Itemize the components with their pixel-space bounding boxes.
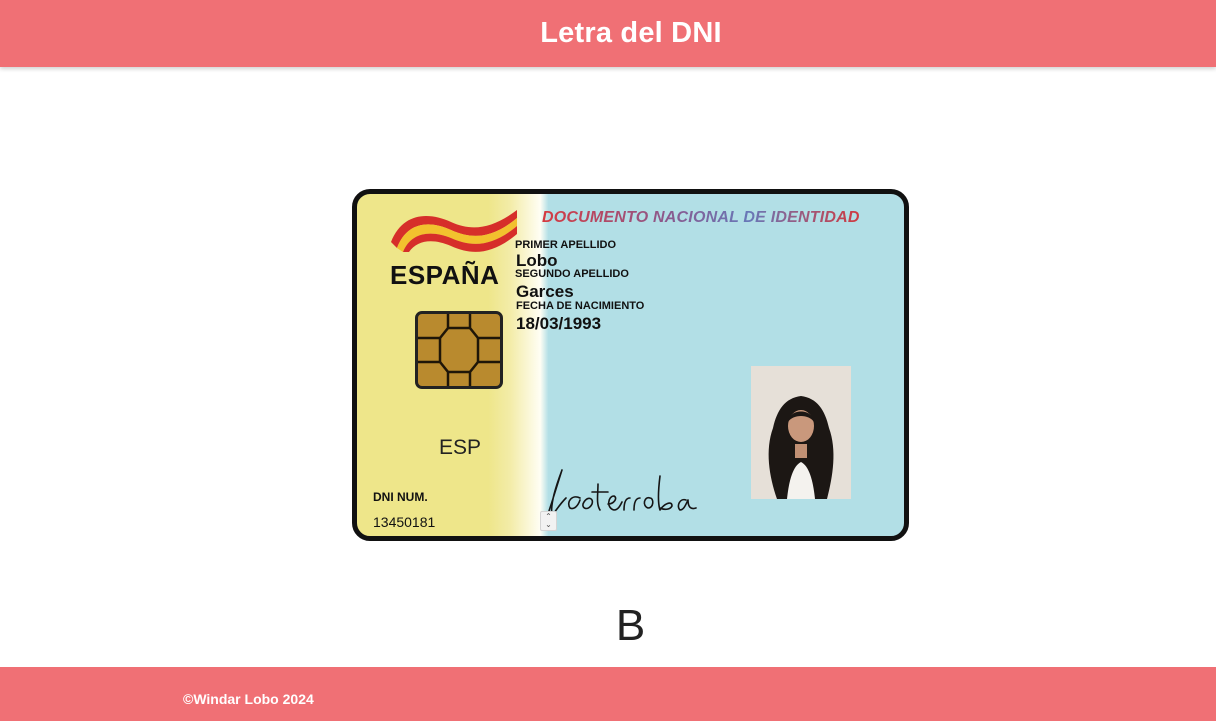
dni-card	[352, 189, 909, 541]
primer-apellido-label: PRIMER APELLIDO	[515, 239, 617, 251]
portrait-photo	[751, 366, 851, 499]
segundo-apellido-label: SEGUNDO APELLIDO	[515, 268, 629, 280]
country-code: ESP	[439, 436, 482, 459]
country-name: ESPAÑA	[390, 260, 500, 290]
number-stepper[interactable]	[540, 511, 557, 531]
primer-apellido-value: Lobo	[516, 251, 558, 270]
fecha-nacimiento-value: 18/03/1993	[516, 314, 602, 333]
spain-flag-wave-icon	[389, 208, 519, 252]
copyright-text: ©Windar Lobo 2024	[183, 691, 314, 707]
page-header	[0, 0, 1216, 67]
chevron-down-icon[interactable]: ⌄	[545, 520, 552, 529]
segundo-apellido-value: Garces	[516, 282, 574, 301]
dni-number-input[interactable]	[371, 510, 559, 534]
chevron-up-icon[interactable]: ⌃	[545, 512, 552, 521]
input-underline	[371, 540, 559, 541]
dni-number-label: DNI NUM.	[373, 490, 428, 504]
signature	[540, 462, 700, 522]
page-title: Letra del DNI	[540, 17, 722, 49]
chip-icon	[415, 311, 503, 389]
dni-letter-result: B	[615, 601, 646, 650]
page-footer	[0, 667, 1216, 721]
document-title: DOCUMENTO NACIONAL DE IDENTIDAD	[542, 209, 860, 226]
fecha-nacimiento-label: FECHA DE NACIMIENTO	[516, 300, 645, 312]
